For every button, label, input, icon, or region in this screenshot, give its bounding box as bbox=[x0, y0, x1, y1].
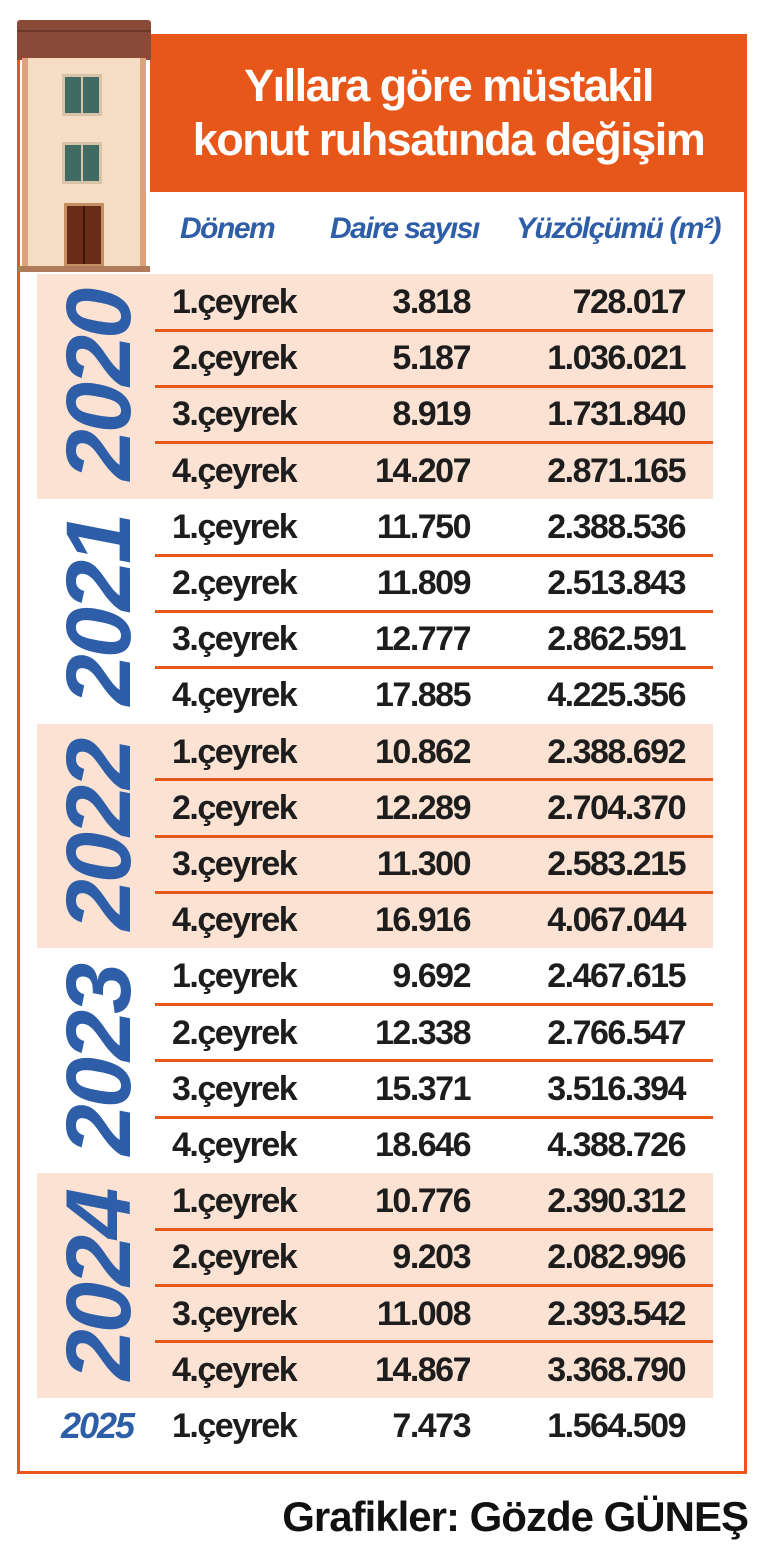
year-label: 2021 bbox=[48, 516, 150, 706]
row-period: 1.çeyrek bbox=[172, 283, 297, 321]
row-count: 11.008 bbox=[376, 1294, 470, 1333]
row-area: 2.862.591 bbox=[547, 620, 685, 659]
row-period: 3.çeyrek bbox=[172, 395, 297, 434]
year-label: 2024 bbox=[48, 1191, 150, 1380]
row-area: 2.393.542 bbox=[547, 1294, 685, 1333]
row-count: 10.862 bbox=[375, 732, 470, 771]
row-count: 11.750 bbox=[376, 507, 470, 546]
row-period: 1.çeyrek bbox=[172, 1182, 297, 1221]
row-count: 9.692 bbox=[392, 957, 470, 996]
row-area: 2.871.165 bbox=[547, 451, 685, 490]
row-period: 4.çeyrek bbox=[172, 1350, 297, 1389]
year-label: 2025 bbox=[60, 1405, 134, 1447]
row-area: 1.564.509 bbox=[547, 1407, 685, 1445]
row-count: 12.289 bbox=[375, 788, 470, 827]
row-count: 14.207 bbox=[375, 451, 470, 490]
row-period: 4.çeyrek bbox=[172, 901, 297, 940]
row-area: 2.390.312 bbox=[547, 1182, 685, 1221]
row-period: 3.çeyrek bbox=[172, 1069, 297, 1108]
row-period: 3.çeyrek bbox=[172, 845, 297, 883]
row-area: 2.704.370 bbox=[547, 788, 685, 827]
year-label: 2022 bbox=[48, 741, 150, 931]
row-area: 2.766.547 bbox=[547, 1013, 685, 1052]
row-area: 4.225.356 bbox=[547, 676, 685, 715]
row-area: 2.388.692 bbox=[547, 732, 685, 771]
row-area: 4.067.044 bbox=[547, 901, 685, 940]
row-count: 12.338 bbox=[375, 1013, 470, 1052]
title-line-1: Yıllara göre müstakil bbox=[244, 60, 653, 111]
row-period: 4.çeyrek bbox=[172, 676, 297, 715]
row-area: 1.731.840 bbox=[547, 395, 685, 434]
row-period: 2.çeyrek bbox=[172, 1013, 297, 1052]
row-count: 3.818 bbox=[392, 283, 470, 321]
row-period: 4.çeyrek bbox=[172, 1126, 297, 1164]
row-area: 728.017 bbox=[572, 283, 685, 321]
row-area: 2.583.215 bbox=[547, 845, 685, 883]
row-count: 12.777 bbox=[375, 620, 470, 659]
row-period: 2.çeyrek bbox=[172, 1238, 297, 1277]
row-count: 7.473 bbox=[392, 1407, 470, 1445]
row-period: 2.çeyrek bbox=[172, 339, 297, 378]
year-label: 2023 bbox=[48, 966, 150, 1156]
row-period: 1.çeyrek bbox=[172, 957, 297, 996]
row-area: 3.516.394 bbox=[547, 1069, 685, 1108]
row-area: 3.368.790 bbox=[547, 1350, 685, 1389]
row-area: 2.513.843 bbox=[547, 564, 685, 602]
row-count: 14.867 bbox=[375, 1350, 470, 1389]
row-count: 5.187 bbox=[392, 339, 470, 378]
row-period: 1.çeyrek bbox=[172, 507, 297, 546]
column-header-period: Dönem bbox=[180, 212, 275, 245]
row-area: 2.082.996 bbox=[547, 1238, 685, 1277]
row-count: 17.885 bbox=[375, 676, 470, 715]
row-period: 3.çeyrek bbox=[172, 620, 297, 659]
row-count: 8.919 bbox=[392, 395, 470, 434]
column-header-count: Daire sayısı bbox=[330, 212, 479, 245]
row-area: 1.036.021 bbox=[547, 339, 685, 378]
title-line-2: konut ruhsatında değişim bbox=[192, 114, 705, 165]
column-header-area: Yüzölçümü (m²) bbox=[516, 212, 720, 245]
row-count: 9.203 bbox=[392, 1238, 470, 1277]
row-area: 4.388.726 bbox=[547, 1126, 685, 1164]
row-period: 2.çeyrek bbox=[172, 788, 297, 827]
year-label: 2020 bbox=[48, 292, 150, 481]
row-area: 2.467.615 bbox=[547, 957, 685, 996]
row-count: 15.371 bbox=[375, 1069, 470, 1108]
row-period: 1.çeyrek bbox=[172, 1407, 297, 1445]
credit-text: Grafikler: Gözde GÜNEŞ bbox=[282, 1493, 748, 1540]
row-period: 3.çeyrek bbox=[172, 1294, 297, 1333]
row-area: 2.388.536 bbox=[547, 507, 685, 546]
row-period: 1.çeyrek bbox=[172, 732, 297, 771]
row-period: 4.çeyrek bbox=[172, 451, 297, 490]
row-count: 11.300 bbox=[376, 845, 470, 883]
row-count: 10.776 bbox=[375, 1182, 470, 1221]
row-count: 16.916 bbox=[375, 901, 470, 940]
row-count: 11.809 bbox=[376, 564, 470, 602]
row-period: 2.çeyrek bbox=[172, 564, 297, 602]
row-count: 18.646 bbox=[375, 1126, 470, 1164]
